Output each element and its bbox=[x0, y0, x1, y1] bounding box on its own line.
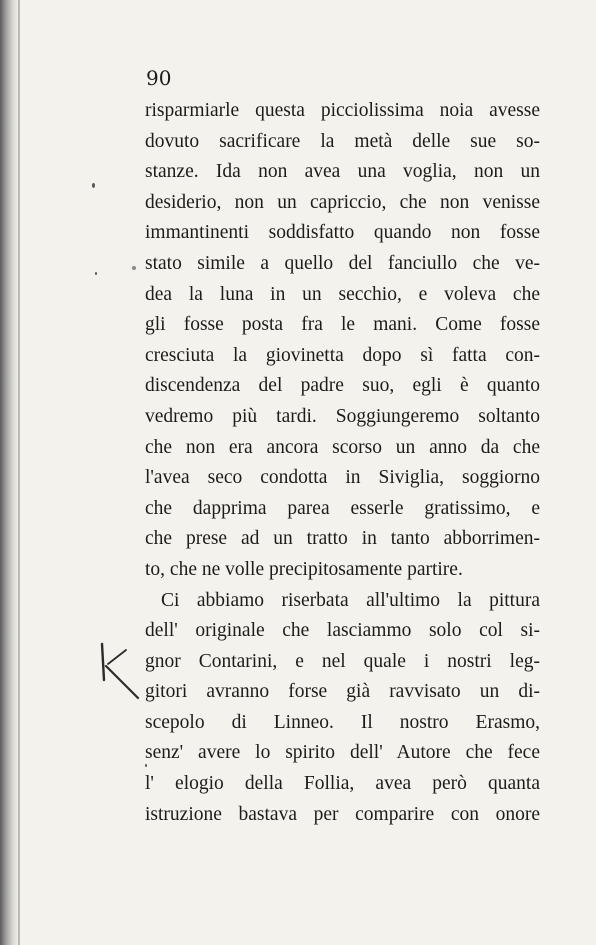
text-line: risparmiarle questa picciolissima noia avesse bbox=[145, 100, 540, 121]
text-line: che prese ad un tratto in tanto abborrimen- bbox=[145, 528, 540, 550]
text-line: istruzione bastava per comparire con onore bbox=[145, 803, 540, 825]
text-line: gitori avranno forse già ravvisato un di- bbox=[145, 681, 540, 703]
text-line: scepolo di Linneo. Il nostro Erasmo, bbox=[145, 711, 540, 733]
text-line: dell' originale che lasciammo solo col si- bbox=[145, 620, 540, 642]
ink-speck bbox=[95, 272, 97, 275]
text-line: dovuto sacrificare la metà delle sue so- bbox=[145, 130, 540, 152]
text-line: gnor Contarini, e nel quale i nostri leg- bbox=[145, 650, 540, 672]
ink-speck bbox=[145, 764, 147, 767]
text-line: desiderio, non un capriccio, che non venisse bbox=[145, 191, 540, 213]
page-edge bbox=[18, 0, 20, 945]
text-line: immantinenti soddisfatto quando non fosse bbox=[145, 222, 540, 244]
text-line: stato simile a quello del fanciullo che ve- bbox=[145, 252, 540, 274]
body-text bbox=[145, 96, 540, 830]
text-line: l'avea seco condotta in Siviglia, soggiorno bbox=[145, 467, 540, 489]
book-gutter-shadow bbox=[0, 0, 18, 945]
page-number: 90 bbox=[146, 66, 172, 90]
text-line: vedremo più tardi. Soggiungeremo soltanto bbox=[145, 405, 540, 427]
text-line: l' elogio della Follia, avea però quanta bbox=[145, 773, 540, 795]
text-line: discendenza del padre suo, egli è quanto bbox=[145, 375, 540, 397]
text-line: che dapprima parea esserle gratissimo, e bbox=[145, 497, 540, 519]
text-line: to, che ne volle precipitosamente partire. bbox=[145, 558, 463, 580]
text-line: gli fosse posta fra le mani. Come fosse bbox=[145, 314, 540, 336]
text-line: stanze. Ida non avea una voglia, non un bbox=[145, 161, 540, 183]
ink-speck bbox=[92, 183, 95, 188]
text-line: che non era ancora scorso un anno da che bbox=[145, 436, 540, 458]
text-line: cresciuta la giovinetta dopo sì fatta con- bbox=[145, 344, 540, 366]
ink-speck bbox=[132, 266, 136, 270]
pencil-mark-icon bbox=[96, 640, 144, 702]
text-line: Ci abbiamo riserbata all'ultimo la pittura bbox=[161, 589, 540, 611]
text-line: senz' avere lo spirito dell' Autore che fece bbox=[145, 742, 540, 764]
text-line: dea la luna in un secchio, e voleva che bbox=[145, 283, 540, 305]
